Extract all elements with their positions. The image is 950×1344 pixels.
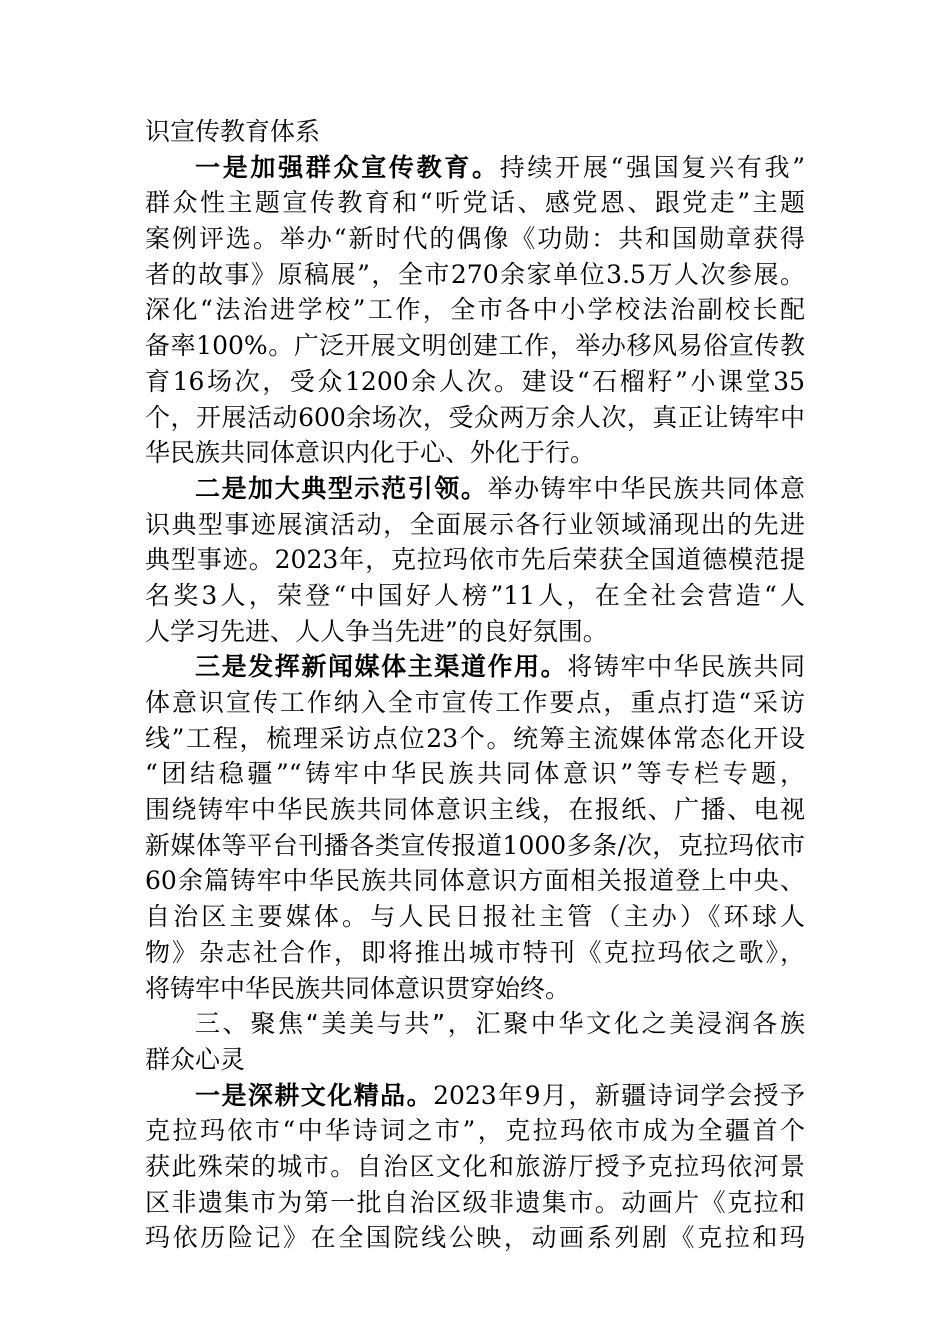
paragraph-2-line: 名奖3人，荣登“中国好人榜”11人，在全社会营造“人 <box>145 580 805 610</box>
paragraph-1-last-line: 华民族共同体意识内化于心、外化于行。 <box>145 438 596 468</box>
paragraph-3-first-line <box>145 649 805 685</box>
paragraph-4-first-line-rest: 2023年9月，新疆诗词学会授予 <box>433 1080 805 1110</box>
paragraph-3-line: 围绕铸牢中华民族共同体意识主线，在报纸、广播、电视 <box>145 795 805 825</box>
paragraph-4-first-line <box>145 1078 805 1114</box>
paragraph-2-first-line-rest: 举办铸牢中华民族共同体意 <box>487 473 805 503</box>
document-page <box>145 114 805 1256</box>
paragraph-1-first-line-rest: 持续开展“强国复兴有我” <box>499 152 805 182</box>
paragraph-4-line: 玛依历险记》在全国院线公映，动画系列剧《克拉和玛 <box>145 1223 805 1253</box>
paragraph-2-lead: 二是加大典型示范引领。 <box>195 473 488 503</box>
paragraph-4-line: 获此殊荣的城市。自治区文化和旅游厅授予克拉玛依河景 <box>145 1151 805 1181</box>
paragraph-2-line: 典型事迹。2023年，克拉玛依市先后荣获全国道德模范提 <box>145 545 805 575</box>
paragraph-2-line: 识典型事迹展演活动，全面展示各行业领域涌现出的先进 <box>145 509 805 539</box>
paragraph-3-last-line: 将铸牢中华民族共同体意识贯穿始终。 <box>145 973 571 1003</box>
paragraph-1-line: 群众性主题宣传教育和“听党话、感党恩、跟党走”主题 <box>145 188 805 218</box>
paragraph-2-last-line: 人学习先进、人人争当先进”的良好氛围。 <box>145 616 608 646</box>
paragraph-4-line: 克拉玛依市“中华诗词之市”，克拉玛依市成为全疆首个 <box>145 1116 805 1146</box>
paragraph-1-line: 案例评选。举办“新时代的偶像《功勋：共和国勋章获得 <box>145 224 805 254</box>
paragraph-4-lead: 一是深耕文化精品。 <box>195 1080 434 1110</box>
paragraph-3-line: 线”工程，梳理采访点位23个。统筹主流媒体常态化开设 <box>145 723 805 753</box>
paragraph-2-first-line <box>145 471 805 507</box>
paragraph-1-first-line <box>145 150 805 186</box>
paragraph-1-line: 育16场次，受众1200余人次。建设“石榴籽”小课堂35 <box>145 366 805 396</box>
paragraph-3-line: “团结稳疆”“铸牢中华民族共同体意识”等专栏专题， <box>145 759 805 789</box>
section-heading-tail: 识宣传教育体系 <box>145 117 321 146</box>
paragraph-1-line: 个，开展活动600余场次，受众两万余人次，真正让铸牢中 <box>145 402 805 432</box>
paragraph-1-line: 者的故事》原稿展”，全市270余家单位3.5万人次参展。 <box>145 259 805 289</box>
paragraph-3-line: 物》杂志社合作，即将推出城市特刊《克拉玛依之歌》， <box>145 937 805 967</box>
section-heading-3-line-1: 三、聚焦“美美与共”，汇聚中华文化之美浸润各族 <box>195 1009 805 1039</box>
paragraph-1-lead: 一是加强群众宣传教育。 <box>195 152 500 182</box>
paragraph-3-line: 60余篇铸牢中华民族共同体意识方面相关报道登上中央、 <box>145 866 805 896</box>
paragraph-3-line: 体意识宣传工作纳入全市宣传工作要点，重点打造“采访 <box>145 688 805 717</box>
paragraph-3-first-line-rest: 将铸牢中华民族共同 <box>567 652 805 682</box>
paragraph-1-line: 深化“法治进学校”工作，全市各中小学校法治副校长配 <box>145 295 805 325</box>
paragraph-3-line: 新媒体等平台刊播各类宣传报道1000多条/次，克拉玛依市 <box>145 830 805 860</box>
section-heading-3-line-2: 群众心灵 <box>145 1044 246 1074</box>
paragraph-3-lead: 三是发挥新闻媒体主渠道作用。 <box>195 652 568 682</box>
paragraph-1-line: 备率100%。广泛开展文明创建工作，举办移风易俗宣传教 <box>145 331 805 361</box>
paragraph-3-line: 自治区主要媒体。与人民日报社主管（主办）《环球人 <box>145 902 805 932</box>
paragraph-4-line: 区非遗集市为第一批自治区级非遗集市。动画片《克拉和 <box>145 1187 805 1217</box>
